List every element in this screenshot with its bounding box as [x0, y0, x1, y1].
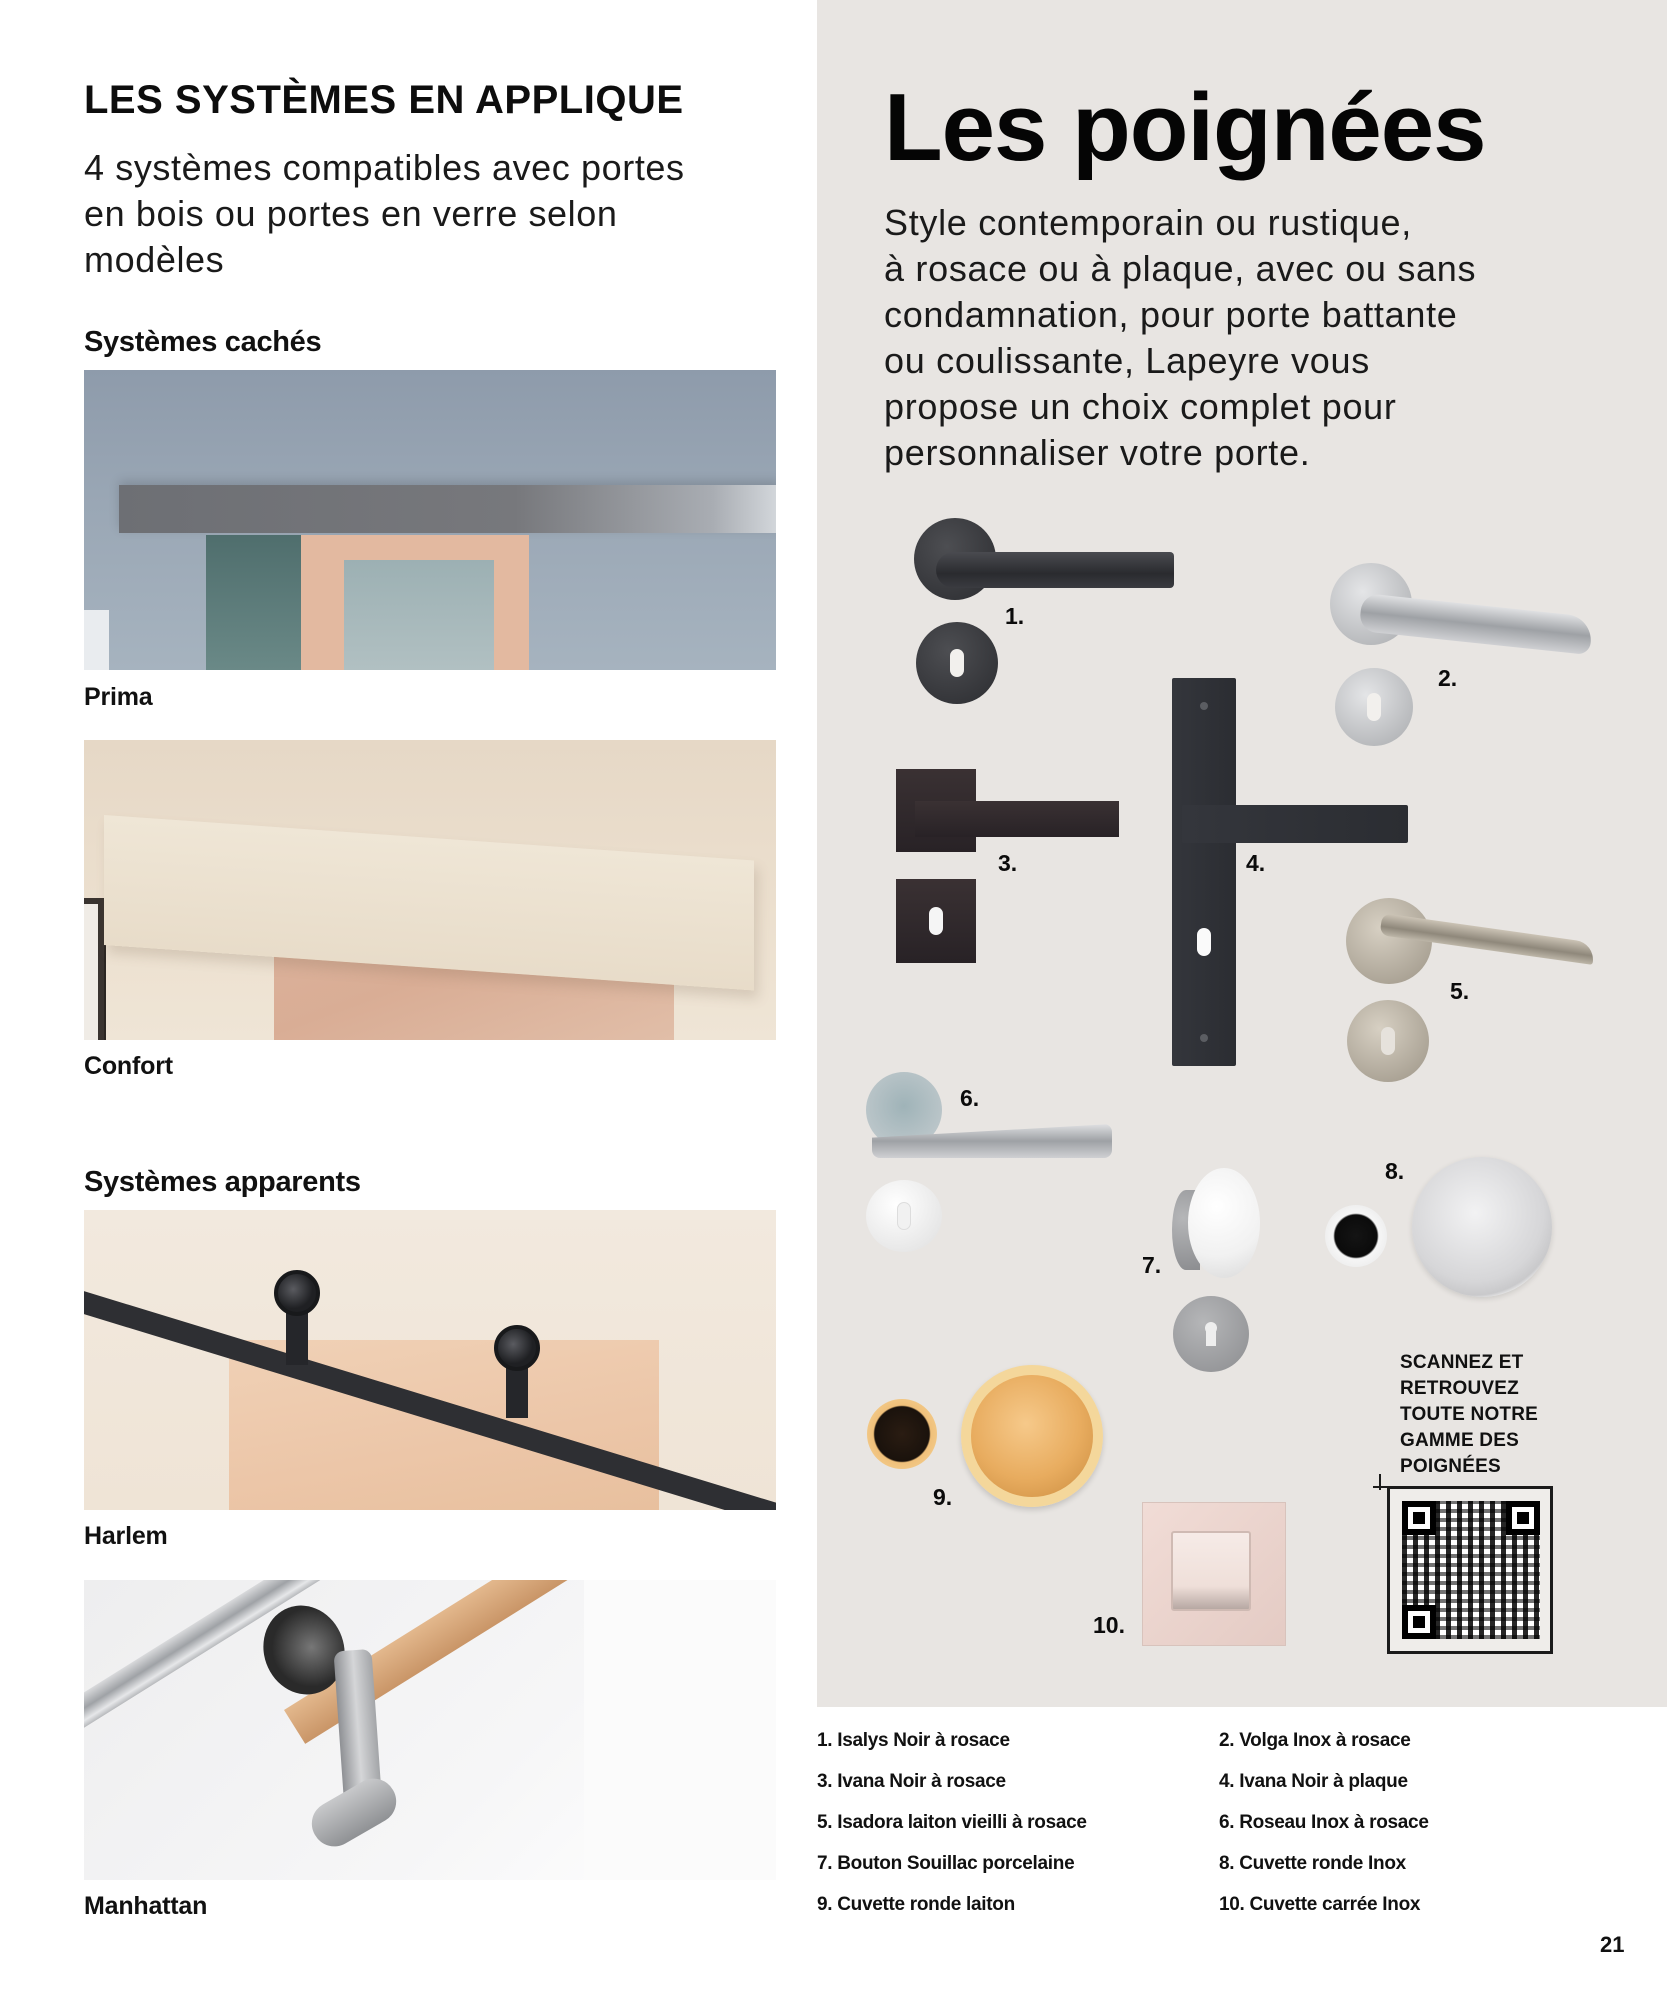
description-line: à rosace ou à plaque, avec ou sans	[884, 248, 1477, 289]
handle-1-key-rosace-icon	[916, 622, 998, 704]
legend-item: 4. Ivana Noir à plaque	[1219, 1771, 1408, 1792]
legend-item: 1. Isalys Noir à rosace	[817, 1730, 1010, 1751]
label-4: 4.	[1246, 850, 1266, 876]
handle-4-lever-icon	[1182, 805, 1408, 843]
subtitle-line: en bois ou portes en verre selon	[84, 193, 618, 234]
subtitle-line: modèles	[84, 239, 225, 280]
description-line: ou coulissante, Lapeyre vous	[884, 340, 1370, 381]
handle-8-small-cup-icon	[1325, 1205, 1387, 1267]
product-legend	[817, 1728, 1647, 1918]
handle-4-plate-icon	[1172, 678, 1236, 1066]
legend-item: 2. Volga Inox à rosace	[1219, 1730, 1411, 1751]
photo-harlem	[84, 1210, 776, 1510]
caption-confort: Confort	[84, 1052, 173, 1080]
heading-hidden-systems: Systèmes cachés	[84, 326, 322, 358]
label-10: 10.	[1093, 1612, 1125, 1638]
handle-3-lever-icon	[915, 801, 1119, 837]
legend-item: 8. Cuvette ronde Inox	[1219, 1853, 1406, 1874]
page-number: 21	[1600, 1932, 1625, 1957]
photo-manhattan	[84, 1580, 776, 1880]
legend-item: 6. Roseau Inox à rosace	[1219, 1812, 1429, 1833]
legend-item: 10. Cuvette carrée Inox	[1219, 1894, 1421, 1915]
qr-cta-text	[1400, 1350, 1580, 1480]
qr-text-line: TOUTE NOTRE	[1400, 1404, 1539, 1425]
qr-code-frame[interactable]	[1387, 1486, 1553, 1654]
legend-item: 7. Bouton Souillac porcelaine	[817, 1853, 1075, 1874]
label-5: 5.	[1450, 978, 1470, 1004]
legend-item: 9. Cuvette ronde laiton	[817, 1894, 1015, 1915]
handle-9-small-cup-icon	[867, 1399, 937, 1469]
label-6: 6.	[960, 1085, 980, 1111]
caption-harlem: Harlem	[84, 1522, 168, 1550]
handle-7-key-escutcheon-icon	[1173, 1296, 1249, 1372]
description-line: personnaliser votre porte.	[884, 432, 1311, 473]
handle-2-key-rosace-icon	[1335, 668, 1413, 746]
handle-5-rosace-icon	[1346, 898, 1432, 984]
panel-description	[884, 200, 1604, 476]
handle-8-round-cup-icon	[1412, 1157, 1552, 1297]
handle-1-lever-icon	[936, 552, 1174, 588]
legend-item: 3. Ivana Noir à rosace	[817, 1771, 1006, 1792]
qr-text-line: POIGNÉES	[1400, 1456, 1501, 1477]
label-3: 3.	[998, 850, 1018, 876]
label-1: 1.	[1005, 603, 1025, 629]
photo-prima	[84, 370, 776, 670]
description-line: condamnation, pour porte battante	[884, 294, 1458, 335]
handle-3-key-plate-icon	[896, 879, 976, 963]
handle-10-square-cup-icon	[1142, 1502, 1286, 1646]
label-2: 2.	[1438, 665, 1458, 691]
panel-title: Les poignées	[884, 74, 1486, 181]
heading-visible-systems: Systèmes apparents	[84, 1166, 361, 1198]
caption-manhattan: Manhattan	[84, 1892, 208, 1920]
label-9: 9.	[933, 1484, 953, 1510]
qr-corner-mark	[1379, 1474, 1381, 1490]
handle-7-porcelain-knob-icon	[1188, 1168, 1260, 1278]
handle-9-round-cup-icon	[961, 1365, 1103, 1507]
qr-text-line: RETROUVEZ	[1400, 1378, 1519, 1399]
photo-confort	[84, 740, 776, 1040]
qr-code-icon[interactable]	[1402, 1501, 1540, 1639]
caption-prima: Prima	[84, 683, 153, 711]
label-7: 7.	[1142, 1252, 1162, 1278]
section-subtitle	[84, 145, 784, 283]
handle-6-key-rosace-icon	[866, 1180, 942, 1252]
handle-5-key-rosace-icon	[1347, 1000, 1429, 1082]
subtitle-line: 4 systèmes compatibles avec portes	[84, 147, 685, 188]
description-line: propose un choix complet pour	[884, 386, 1397, 427]
qr-text-line: GAMME DES	[1400, 1430, 1519, 1451]
legend-item: 5. Isadora laiton vieilli à rosace	[817, 1812, 1087, 1833]
description-line: Style contemporain ou rustique,	[884, 202, 1412, 243]
qr-text-line: SCANNEZ ET	[1400, 1352, 1524, 1373]
section-title: LES SYSTÈMES EN APPLIQUE	[84, 78, 684, 122]
label-8: 8.	[1385, 1158, 1405, 1184]
